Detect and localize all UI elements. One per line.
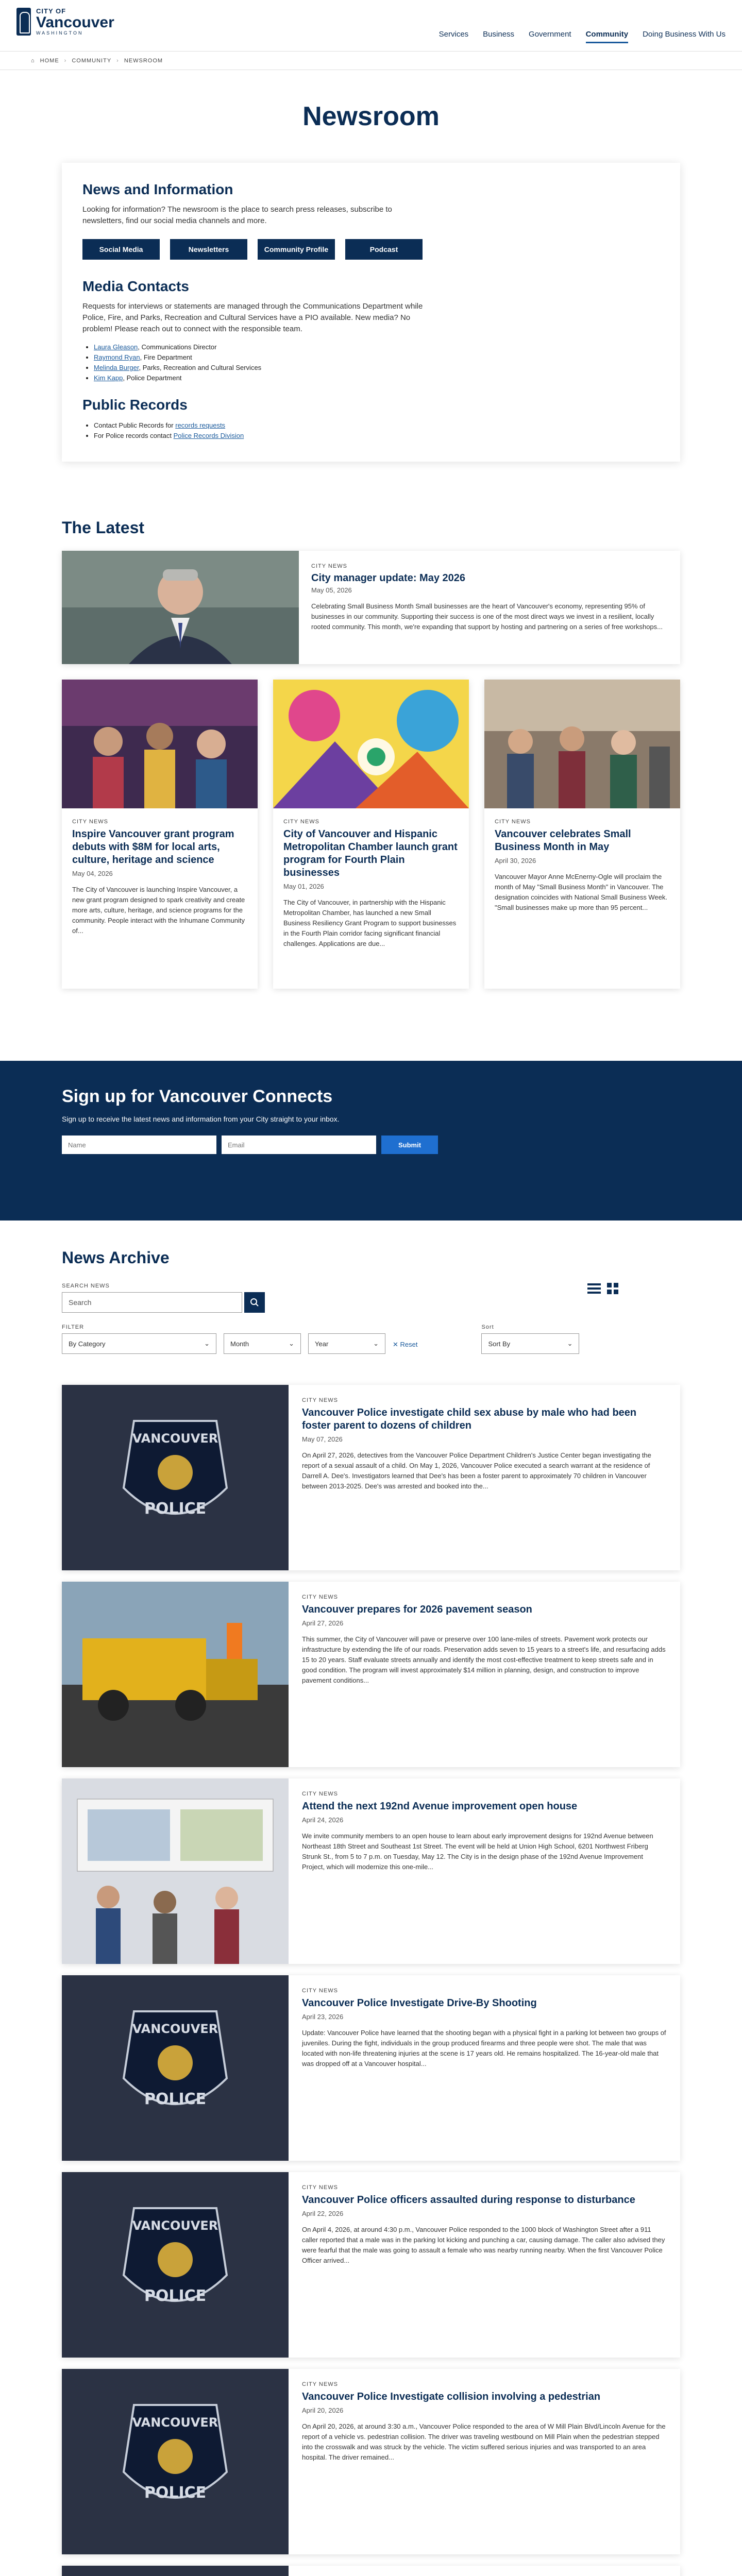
breadcrumb-community[interactable]: COMMUNITY	[72, 57, 112, 64]
article-image	[62, 1778, 289, 1964]
year-select[interactable]	[308, 1333, 385, 1354]
logo-line3: WASHINGTON	[36, 30, 83, 36]
breadcrumb	[0, 52, 742, 70]
latest-card-image	[273, 680, 469, 808]
newsletter-signup	[0, 1061, 742, 1221]
archive-article-card[interactable]	[62, 1975, 680, 2161]
sort-value: Sort By	[488, 1340, 511, 1348]
records-link[interactable]: records requests	[175, 421, 226, 429]
article-tag: CITY NEWS	[495, 819, 531, 825]
svg-text:POLICE: POLICE	[144, 2287, 207, 2305]
archive-article-card[interactable]	[62, 1582, 680, 1767]
article-excerpt: The City of Vancouver, in partnership with the Hispanic Metropolitan Chamber, has launched a new Small Business Resiliency Grant Program to support businesses in the Fourth Plain corridor facing significant financial challenges. Applications are due...	[283, 899, 457, 947]
archive-article-card[interactable]	[62, 1385, 680, 1570]
article-tag: CITY NEWS	[72, 819, 108, 825]
chevron-down-icon: ⌄	[204, 1340, 210, 1347]
view-toggle	[587, 1283, 618, 1294]
latest-heading: The Latest	[62, 518, 145, 537]
grid-view-icon[interactable]	[607, 1283, 618, 1294]
records-heading: Public Records	[82, 397, 188, 413]
article-date: April 24, 2026	[302, 1816, 344, 1824]
article-excerpt: Celebrating Small Business Month Small businesses are the heart of Vancouver's economy, representing 95% of businesses in our community. Supporting their success is one of the most direct ways we invest in a resilient, locally rooted community. This month, we're expanding that support by hosting and partnering on a series of free workshops...	[311, 602, 663, 631]
list-view-icon[interactable]	[587, 1283, 601, 1294]
site-logo[interactable]	[16, 7, 114, 36]
article-tag: CITY NEWS	[302, 1988, 338, 1994]
svg-text:VANCOUVER: VANCOUVER	[132, 2415, 218, 2430]
featured-image	[62, 551, 299, 664]
search-input[interactable]: Search	[62, 1292, 242, 1313]
article-image	[62, 2172, 289, 2358]
media-contacts-list	[94, 342, 660, 383]
featured-article[interactable]	[62, 551, 680, 664]
name-field[interactable]	[62, 1136, 216, 1154]
chevron-down-icon: ⌄	[567, 1340, 573, 1347]
contact-role: Police Department	[126, 374, 182, 382]
nav-business[interactable]: Business	[483, 30, 515, 39]
article-excerpt: This summer, the City of Vancouver will pave or preserve over 100 lane-miles of streets. Pavement work protects our infrastructure by extending the life of our roads. Preservation adds seven to 15 years to a street's life, and resurfacing adds 15 to 20 years. Staff evaluate streets annually and identify the most cost-effective treatment to keep streets safe and in good condition. The program will invest approximately $14 million in planning, design, and construction to improve pavement conditions...	[302, 1635, 666, 1684]
podcast-button[interactable]: Podcast	[345, 239, 423, 260]
article-date: May 04, 2026	[72, 870, 113, 877]
article-tag: CITY NEWS	[283, 819, 319, 825]
email-field[interactable]	[222, 1136, 376, 1154]
community-profile-button[interactable]: Community Profile	[258, 239, 335, 260]
article-image	[62, 2566, 289, 2576]
article-title[interactable]: Vancouver prepares for 2026 pavement season	[302, 1604, 532, 1615]
archive-article-card[interactable]	[62, 1778, 680, 1964]
reset-button[interactable]: ✕ Reset	[393, 1341, 418, 1348]
article-title[interactable]: Vancouver Police Investigate Drive-By Shooting	[302, 1997, 537, 2009]
article-title[interactable]: City of Vancouver and Hispanic Metropolitan Chamber launch grant program for Fourth Plain businesses	[283, 828, 458, 878]
search-button[interactable]	[244, 1292, 265, 1313]
article-title[interactable]: Vancouver celebrates Small Business Month in May	[495, 828, 631, 853]
page-title: Newsroom	[302, 101, 440, 131]
latest-grid	[62, 680, 680, 989]
archive-article-card[interactable]	[62, 2369, 680, 2554]
breadcrumb-separator: ›	[64, 57, 67, 64]
contact-link[interactable]: Raymond Ryan	[94, 353, 140, 361]
latest-card[interactable]	[484, 680, 680, 989]
month-value: Month	[230, 1340, 249, 1348]
media-text: Requests for interviews or statements are managed through the Communications Department while Police, Fire, and Parks, Recreation and Cultural Services have a PIO available. New media? No problem! Please reach out to connect with the responsible team.	[82, 302, 423, 333]
svg-text:POLICE: POLICE	[144, 2090, 207, 2108]
article-date: April 20, 2026	[302, 2406, 344, 2414]
latest-card-image	[484, 680, 680, 808]
logo-icon	[16, 8, 31, 36]
news-info-text: Looking for information? The newsroom is the place to search press releases, subscribe to newsletters, find our social media channels and more.	[82, 205, 392, 225]
article-title[interactable]: Vancouver Police investigate child sex abuse by male who had been foster parent to dozens of children	[302, 1407, 637, 1431]
article-date: April 22, 2026	[302, 2210, 344, 2217]
list-item: • Melinda Burger, Parks, Recreation and Cultural Services	[94, 363, 660, 373]
list-item: • Laura Gleason, Communications Director	[94, 342, 660, 352]
article-tag: CITY NEWS	[302, 1397, 338, 1403]
newsletters-button[interactable]: Newsletters	[170, 239, 247, 260]
contact-role: Communications Director	[141, 343, 217, 351]
article-date: May 05, 2026	[311, 586, 352, 594]
svg-text:VANCOUVER: VANCOUVER	[132, 2218, 218, 2233]
archive-article-card[interactable]	[62, 2566, 680, 2576]
media-heading: Media Contacts	[82, 278, 189, 294]
article-date: May 07, 2026	[302, 1435, 343, 1443]
article-tag: CITY NEWS	[311, 563, 347, 569]
signup-text: Sign up to receive the latest news and information from your City straight to your inbox.	[62, 1115, 340, 1123]
chevron-down-icon: ⌄	[373, 1340, 379, 1347]
article-image	[62, 1385, 289, 1570]
list-item	[94, 431, 660, 441]
article-excerpt: On April 27, 2026, detectives from the Vancouver Police Department Children's Justice Center began investigating the report of a sexual assault of a child. On May 1, 2026, Vancouver Police executed a search warrant at the residence of Darrell A. Dee's. Investigators learned that Dee's has been a foster parent to approximately 70 children in Vancouver between 2013-2025. Dee's was arrested and booked into the...	[302, 1451, 651, 1490]
nav-doing-business[interactable]: Doing Business With Us	[643, 30, 726, 39]
records-text: For Police records contact	[94, 432, 174, 439]
nav-services[interactable]: Services	[439, 30, 469, 39]
latest-card-image	[62, 680, 258, 808]
category-value: By Category	[69, 1340, 106, 1348]
reset-label: Reset	[400, 1341, 418, 1348]
article-date: April 23, 2026	[302, 2013, 344, 2021]
year-value: Year	[315, 1340, 329, 1348]
submit-button[interactable]: Submit	[381, 1136, 438, 1154]
latest-card[interactable]	[62, 680, 258, 989]
logo-line2: Vancouver	[36, 14, 114, 31]
article-image	[62, 1582, 289, 1767]
article-image	[62, 2369, 289, 2554]
main-nav	[439, 30, 726, 43]
article-date: April 30, 2026	[495, 857, 536, 865]
article-date: May 01, 2026	[283, 883, 324, 890]
home-icon: ⌂	[31, 57, 35, 64]
article-title[interactable]: Attend the next 192nd Avenue improvement open house	[302, 1801, 578, 1812]
list-item	[94, 420, 660, 431]
svg-text:POLICE: POLICE	[144, 2484, 207, 2502]
article-title[interactable]: City manager update: May 2026	[311, 572, 465, 584]
nav-government[interactable]: Government	[529, 30, 571, 39]
list-item: • Kim Kapp, Police Department	[94, 373, 660, 383]
article-title[interactable]: Vancouver Police Investigate collision involving a pedestrian	[302, 2391, 601, 2402]
site-header	[0, 0, 742, 52]
police-records-link[interactable]: Police Records Division	[173, 432, 244, 439]
article-tag: CITY NEWS	[302, 2184, 338, 2191]
category-select[interactable]	[62, 1333, 216, 1354]
article-title[interactable]: Inspire Vancouver grant program debuts with $8M for local arts, culture, heritage and science	[72, 828, 234, 866]
article-excerpt: The City of Vancouver is launching Inspire Vancouver, a new grant program designed to spark creativity and create more arts, culture, heritage, and science programs for the community. People interact with the Inhumane Community of...	[72, 886, 245, 935]
nav-community[interactable]: Community	[586, 30, 629, 43]
breadcrumb-current: NEWSROOM	[124, 57, 163, 64]
filter-label: FILTER	[62, 1324, 85, 1330]
info-card	[62, 163, 680, 462]
svg-text:VANCOUVER: VANCOUVER	[132, 2022, 218, 2036]
archive-article-card[interactable]	[62, 2172, 680, 2358]
records-list	[94, 420, 660, 441]
article-excerpt: We invite community members to an open house to learn about early improvement designs for 192nd Avenue between Northeast 18th Street and Southeast 1st Street. The event will be held at Union High School, 6201 Northwest Friberg Strunk St., from 5 to 7 p.m. on Tuesday, May 12. The City is in the design phase of the 192nd Avenue Improvement Project, which will modernize this one-mile...	[302, 1832, 653, 1871]
svg-text:VANCOUVER: VANCOUVER	[132, 1431, 218, 1446]
article-excerpt: On April 4, 2026, at around 4:30 p.m., Vancouver Police responded to the 1000 block of Washington Street after a 911 caller reported that a male was in the parking lot kicking and punching a car, causing damage. The caller also advised they were fearful that the male was going to assault a female who was nearby running nearby. When the first Vancouver Police Officer arrived...	[302, 2226, 665, 2264]
article-tag: CITY NEWS	[302, 1594, 338, 1600]
article-excerpt: Update: Vancouver Police have learned that the shooting began with a physical fight in a parking lot between two groups of juveniles. During the fight, individuals in the group produced firearms and three people were shot. The male that was located with non-life threatening injuries at the scene is 17 years old. He remains hospitalized. The 16-year-old male that was dropped off at a Vancouver hospital...	[302, 2029, 666, 2067]
contact-link[interactable]: Laura Gleason	[94, 343, 138, 351]
signup-heading: Sign up for Vancouver Connects	[62, 1087, 333, 1106]
news-info-heading: News and Information	[82, 181, 233, 197]
chevron-down-icon: ⌄	[289, 1340, 294, 1347]
contact-link[interactable]: Kim Kapp	[94, 374, 123, 382]
article-tag: CITY NEWS	[302, 2381, 338, 2387]
records-text: Contact Public Records for	[94, 421, 176, 429]
contact-role: Parks, Recreation and Cultural Services	[142, 364, 262, 371]
search-icon	[250, 1298, 259, 1307]
article-image	[62, 1975, 289, 2161]
sort-label: Sort	[481, 1324, 494, 1330]
signup-form	[62, 1136, 680, 1154]
contact-link[interactable]: Melinda Burger	[94, 364, 139, 371]
news-info-buttons	[82, 239, 660, 260]
search-label: SEARCH NEWS	[62, 1283, 110, 1289]
social-media-button[interactable]: Social Media	[82, 239, 160, 260]
article-tag: CITY NEWS	[302, 1791, 338, 1797]
article-excerpt: On April 20, 2026, at around 3:30 a.m., Vancouver Police responded to the area of W Mill Plain Blvd/Lincoln Avenue for the report of a vehicle vs. pedestrian collision. The driver was traveling westbound on Mill Plain when the pedestrian stepped into the crosswalk and was struck by the vehicle. The victim suffered serious injuries and was transported to an area hospital. The driver remained...	[302, 2422, 666, 2461]
month-select[interactable]	[224, 1333, 301, 1354]
breadcrumb-home[interactable]: HOME	[40, 57, 59, 64]
article-date: April 27, 2026	[302, 1619, 344, 1627]
contact-role: Fire Department	[143, 353, 192, 361]
archive-articles	[62, 1385, 680, 2576]
latest-card[interactable]	[273, 680, 469, 989]
article-title[interactable]: Vancouver Police officers assaulted during response to disturbance	[302, 2194, 635, 2206]
archive-filters	[62, 1283, 680, 1354]
logo-line1: CITY OF	[36, 7, 66, 15]
svg-text:POLICE: POLICE	[144, 1500, 207, 1518]
article-excerpt: Vancouver Mayor Anne McEnerny-Ogle will proclaim the month of May "Small Business Month" in Vancouver. The designation coincides with National Small Business Week. "Small businesses make up more than 95 percent...	[495, 873, 668, 911]
sort-select[interactable]	[481, 1333, 579, 1354]
archive-heading: News Archive	[62, 1248, 170, 1267]
breadcrumb-separator: ›	[116, 57, 119, 64]
list-item: • Raymond Ryan, Fire Department	[94, 352, 660, 363]
